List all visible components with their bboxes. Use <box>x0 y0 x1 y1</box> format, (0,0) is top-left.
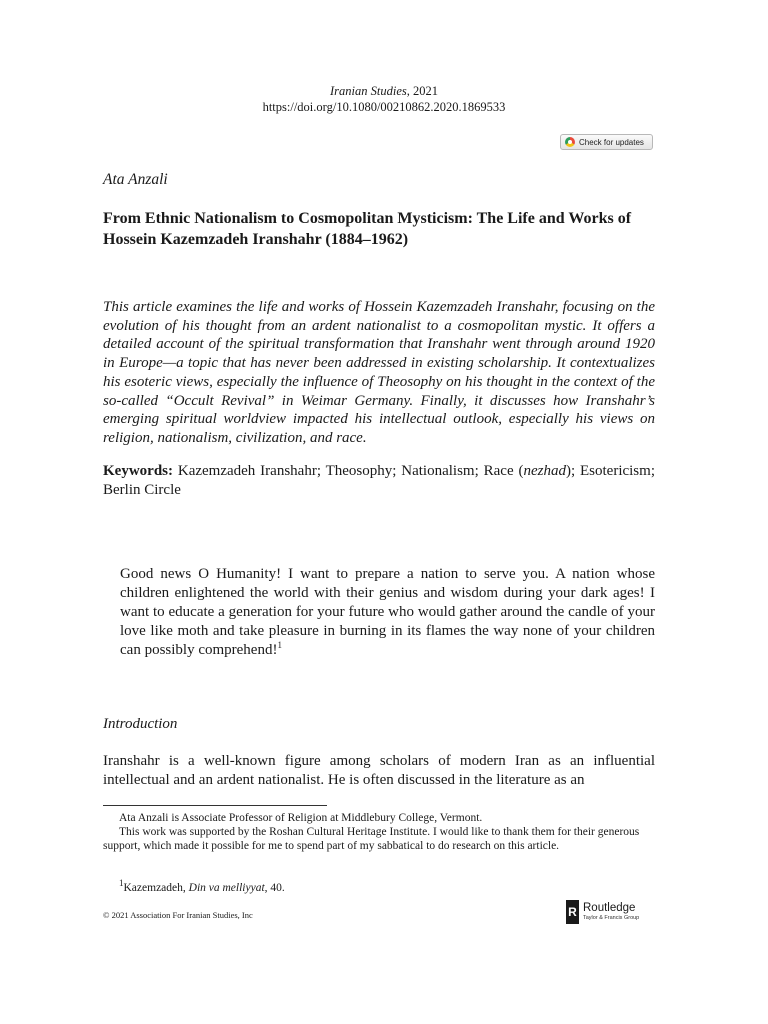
publisher-logo <box>566 900 639 924</box>
abstract: This article examines the life and works of Hossein Kazemzadeh Iranshahr, focusing on the evolution of his thought from an ardent nationalist to a cosmopolitan mystic. It offers a detailed account of the spiritual transformation that Iranshahr went through around 1920 in Europe—a topic that has never been addressed in existing scholarship. It contextualizes his esoteric views, especially the influence of Theosophy on his thought in the context of the so-called “Occult Revival” in Weimar Germany. Finally, it discusses how Iranshahr’s emerging spiritual worldview impacted his intellectual outlook, especially his views on religion, nationalism, civilization, and race. <box>103 299 655 446</box>
epigraph-text: Good news O Humanity! I want to prepare a nation to serve you. A nation whose children enlightened the world with their genius and wisdom during your dark ages! I want to educate a generation for your future who would gather around the candle of your love like moth and take pleasure in burning in its flames the way none of your children can possibly comprehend! <box>120 566 655 658</box>
journal-citation <box>0 83 768 99</box>
footnote-1 <box>103 878 655 895</box>
footnote-1-number: 1 <box>119 878 124 889</box>
footnote-author: Ata Anzali is Associate Professor of Religion at Middlebury College, Vermont. <box>119 812 483 824</box>
section-heading-introduction: Introduction <box>103 716 178 732</box>
check-for-updates-label: Check for updates <box>579 137 644 147</box>
keywords-list-start: Kazemzadeh Iranshahr; Theosophy; Nationalism; Race ( <box>173 463 524 479</box>
copyright-notice: © 2021 Association For Iranian Studies, Inc <box>103 910 253 920</box>
publisher-group: Taylor & Francis Group <box>583 915 640 921</box>
journal-header <box>0 83 768 115</box>
publisher-name: Routledge <box>583 902 636 914</box>
footnote-1-end: , 40. <box>264 882 285 894</box>
footnote-ref-1[interactable]: 1 <box>277 640 282 650</box>
journal-year: , 2021 <box>406 84 438 98</box>
footnote-1-start: Kazemzadeh, <box>123 882 189 894</box>
author-name: Ata Anzali <box>103 171 168 188</box>
keywords-label: Keywords: <box>103 463 173 479</box>
doi-link[interactable]: https://doi.org/10.1080/00210862.2020.1869533 <box>262 100 506 114</box>
body-paragraph: Iranshahr is a well-known figure among scholars of modern Iran as an influential intellectual and an ardent nationalist. He is often discussed in the literature as an <box>103 753 655 788</box>
epigraph-quote <box>120 565 655 660</box>
journal-name: Iranian Studies <box>330 84 407 98</box>
footnote-1-title: Din va melliyyat <box>188 882 265 894</box>
keywords <box>103 462 655 500</box>
footnote-divider <box>103 805 327 806</box>
routledge-logo-icon: R <box>566 900 579 924</box>
keywords-list-end: ); Esotericism; Berlin Circle <box>103 463 655 498</box>
footnote-support: This work was supported by the Roshan Cultural Heritage Institute. I would like to thank them for their generous support, which made it possible for me to spend part of my sabbatical to do research on this article. <box>103 826 640 852</box>
keywords-italic-term: nezhad <box>523 463 566 479</box>
check-for-updates-button[interactable] <box>560 134 653 150</box>
article-title: From Ethnic Nationalism to Cosmopolitan Mysticism: The Life and Works of Hossein Kazemzadeh Iranshahr (1884–1962) <box>103 210 632 248</box>
crossmark-icon <box>565 137 575 147</box>
